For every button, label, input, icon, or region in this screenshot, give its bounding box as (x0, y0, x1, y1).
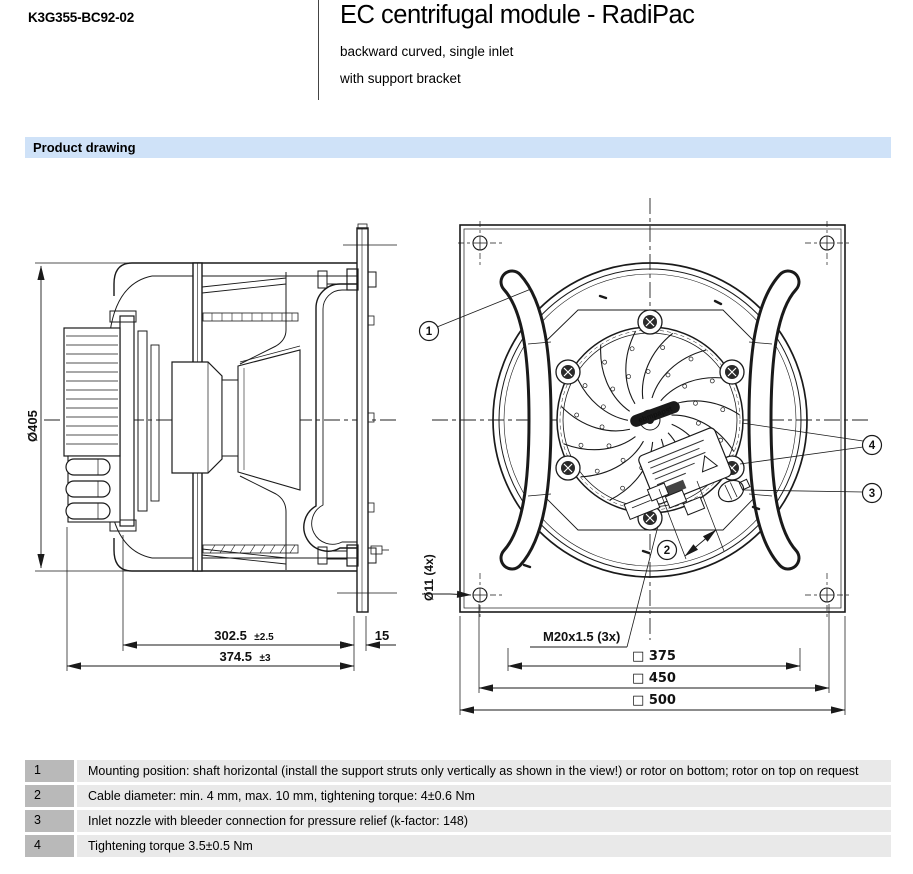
side-view (25, 224, 400, 671)
side-electronics (64, 311, 159, 531)
side-mounting-plate (357, 224, 389, 612)
heat-sink (64, 328, 120, 456)
side-strut-bottom (110, 502, 357, 571)
svg-text:M20x1.5 (3x): M20x1.5 (3x) (543, 629, 621, 644)
note-number: 1 (25, 760, 74, 782)
dim-square-375 (508, 648, 800, 671)
svg-text:15: 15 (374, 628, 390, 643)
cable-glands-side (66, 459, 110, 519)
svg-text:374.5 ±3: 374.5 ±3 (219, 649, 271, 664)
note-text: Cable diameter: min. 4 mm, max. 10 mm, tightening torque: 4±0.6 Nm (88, 789, 475, 803)
dim-square-500 (460, 616, 845, 715)
note-row (25, 760, 891, 782)
svg-text:3: 3 (868, 488, 876, 500)
svg-text:4: 4 (868, 440, 876, 452)
side-inlet-ring (304, 284, 357, 551)
product-drawing (18, 192, 902, 748)
dim-plate-15 (332, 628, 396, 645)
section-header (25, 137, 891, 158)
dim-depth-374 (67, 648, 354, 666)
svg-text:302.5 ±2.5: 302.5 ±2.5 (214, 628, 274, 643)
note-row (25, 810, 891, 832)
part-number: K3G355-BC92-02 (28, 10, 135, 25)
front-view (420, 198, 882, 715)
svg-text:□ 500: □ 500 (632, 693, 676, 708)
subtitle-2: with support bracket (340, 71, 461, 86)
svg-text:1: 1 (425, 326, 433, 338)
section-header-label: Product drawing (33, 140, 136, 155)
subtitle-1: backward curved, single inlet (340, 44, 514, 59)
side-motor (172, 362, 238, 473)
svg-text:□ 450: □ 450 (632, 671, 676, 686)
note-number: 4 (25, 835, 74, 857)
svg-text:□ 375: □ 375 (632, 649, 676, 664)
side-strut-top (110, 263, 357, 332)
note-number: 2 (25, 785, 74, 807)
svg-text:ebmpapst: ebmpapst (636, 404, 674, 425)
header-divider (318, 0, 319, 100)
note-text: Inlet nozzle with bleeder connection for pressure relief (k-factor: 148) (88, 814, 469, 828)
note-number: 3 (25, 810, 74, 832)
svg-text:Ø11 (4x): Ø11 (4x) (422, 554, 436, 601)
note-text: Mounting position: shaft horizontal (install the support struts only vertically as shown in the view!) or rotor on bottom; rotor on top on request (88, 764, 859, 778)
page-title: EC centrifugal module - RadiPac (340, 1, 695, 29)
dim-depth-302 (67, 527, 366, 671)
note-row (25, 835, 891, 857)
note-row (25, 785, 891, 807)
svg-text:2: 2 (663, 545, 671, 557)
dim-diameter-label: Ø405 (25, 410, 40, 442)
notes-table (25, 760, 891, 857)
note-text: Tightening torque 3.5±0.5 Nm (88, 839, 253, 853)
